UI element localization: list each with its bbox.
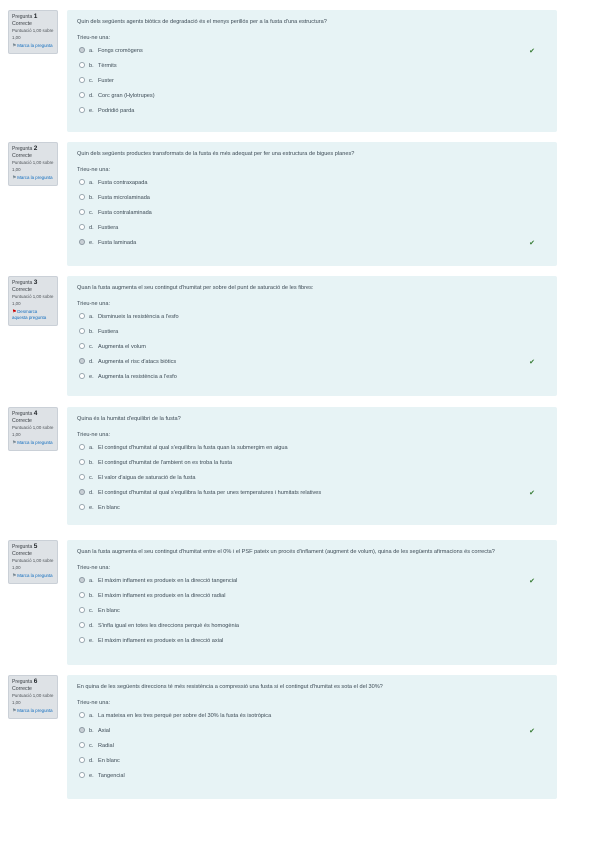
answer-option[interactable] <box>77 604 547 619</box>
correct-check-icon: ✔ <box>529 240 535 247</box>
correct-check-icon: ✔ <box>529 490 535 497</box>
flag-icon: ⚑ <box>12 707 17 714</box>
radio-button[interactable] <box>79 474 85 480</box>
answer-option[interactable] <box>77 754 547 769</box>
question-text: Quan la fusta augmenta el seu contingut d'humitat per sobre del punt de saturació de les fibres: <box>77 285 314 291</box>
option-letter: e. <box>89 638 94 644</box>
answer-option[interactable] <box>77 441 547 456</box>
radio-button[interactable] <box>79 343 85 349</box>
correct-check-icon: ✔ <box>529 578 535 585</box>
option-letter: c. <box>89 344 94 350</box>
radio-button[interactable] <box>79 504 85 510</box>
question-state: Correcte <box>12 551 32 558</box>
question-grade: Puntuació 1,00 sobre 1,00 <box>12 28 54 40</box>
option-label: S'infla igual en totes les direccions perquè és homogènia <box>98 623 239 629</box>
option-label: El contingut d'humitat de l'ambient on es troba la fusta <box>98 460 232 466</box>
answer-option[interactable] <box>77 176 547 191</box>
question-state: Correcte <box>12 21 32 28</box>
option-letter: b. <box>89 460 94 466</box>
question-number: Pregunta 1 <box>12 13 38 20</box>
question-content <box>67 276 557 396</box>
answer-option[interactable] <box>77 104 547 119</box>
option-letter: e. <box>89 773 94 779</box>
option-label: Tangencial <box>98 773 125 779</box>
question-text: Quan la fusta augmenta el seu contingut d'humitat entre el 0% i el PSF pateix un procés d'inflament (augment de volum), quina de les següents afirmacions és correcta? <box>77 549 495 555</box>
answer-option[interactable] <box>77 355 547 370</box>
option-letter: b. <box>89 63 94 69</box>
question-grade: Puntuació 1,00 sobre 1,00 <box>12 558 54 570</box>
radio-button[interactable] <box>79 194 85 200</box>
answer-option[interactable] <box>77 370 547 385</box>
radio-button[interactable] <box>79 47 85 53</box>
option-letter: d. <box>89 359 94 365</box>
option-label: El contingut d'humitat al qual s'equilibra la fusta per unes temperatures i humitats relatives <box>98 490 322 496</box>
radio-button[interactable] <box>79 489 85 495</box>
answer-option[interactable] <box>77 74 547 89</box>
answer-option[interactable] <box>77 59 547 74</box>
radio-button[interactable] <box>79 757 85 763</box>
option-label: Radial <box>98 743 114 749</box>
option-letter: e. <box>89 374 94 380</box>
question-number: Pregunta 3 <box>12 279 38 286</box>
radio-button[interactable] <box>79 239 85 245</box>
flag-question-link[interactable]: ⚑ Marca la pregunta <box>12 439 53 446</box>
question-number: Pregunta 5 <box>12 543 38 550</box>
radio-button[interactable] <box>79 742 85 748</box>
correct-check-icon: ✔ <box>529 728 535 735</box>
option-label: Augmenta la resistència a l'esfo <box>98 374 177 380</box>
correct-check-icon: ✔ <box>529 359 535 366</box>
option-letter: d. <box>89 225 94 231</box>
radio-button[interactable] <box>79 607 85 613</box>
question-text: Quin dels següents productes transformats de la fusta és més adequat per fer una estructura de bigues planes? <box>77 151 355 157</box>
option-label: En blanc <box>98 608 120 614</box>
answer-option[interactable] <box>77 501 547 516</box>
radio-button[interactable] <box>79 637 85 643</box>
option-letter: a. <box>89 180 94 186</box>
question-info <box>8 540 58 584</box>
answer-option[interactable] <box>77 634 547 649</box>
option-label: El valor d'aigua de saturació de la fusta <box>98 475 196 481</box>
answer-option[interactable] <box>77 724 547 739</box>
option-label: Axial <box>98 728 111 734</box>
question-content <box>67 540 557 665</box>
option-label: Fuster <box>98 78 114 84</box>
flag-question-link[interactable]: ⚑ Marca la pregunta <box>12 42 53 49</box>
option-label: La mateixa en les tres perquè per sobre del 30% la fusta és isotròpica <box>98 713 272 719</box>
option-label: El contingut d'humitat al qual s'equilibra la fusta quan la submergim en aigua <box>98 445 288 451</box>
option-label: Fustiera <box>98 225 119 231</box>
question-info <box>8 142 58 186</box>
option-label: Fusta contraxapada <box>98 180 148 186</box>
question-number: Pregunta 6 <box>12 678 38 685</box>
option-label: El màxim inflament es produeix en la direcció axial <box>98 638 224 644</box>
option-letter: b. <box>89 728 94 734</box>
option-label: Fongs cromògens <box>98 48 143 54</box>
answer-option[interactable] <box>77 206 547 221</box>
answer-prompt: Trieu-ne una: <box>77 700 111 706</box>
flag-icon: ⚑ <box>12 42 17 49</box>
question-info <box>8 675 58 719</box>
question-number: Pregunta 4 <box>12 410 38 417</box>
flag-question-link[interactable]: ⚑ Marca la pregunta <box>12 572 53 579</box>
answer-option[interactable] <box>77 310 547 325</box>
flag-icon: ⚑ <box>12 308 17 315</box>
option-label: Augmenta el risc d'atacs biòtics <box>98 359 177 365</box>
question-grade: Puntuació 1,00 sobre 1,00 <box>12 294 54 306</box>
radio-button[interactable] <box>79 358 85 364</box>
answer-option[interactable] <box>77 619 547 634</box>
question-info <box>8 276 58 326</box>
radio-button[interactable] <box>79 444 85 450</box>
option-letter: a. <box>89 445 94 451</box>
option-letter: a. <box>89 713 94 719</box>
radio-button[interactable] <box>79 62 85 68</box>
option-label: Disminueix la resistència a l'esfo <box>98 314 179 320</box>
question-content <box>67 675 557 799</box>
question-text: Quina és la humitat d'equilibri de la fusta? <box>77 416 181 422</box>
question-text: Quin dels següents agents biòtics de degradació és el menys perillós per a la fusta d'una estructura? <box>77 19 327 25</box>
option-letter: d. <box>89 623 94 629</box>
flag-icon: ⚑ <box>12 174 17 181</box>
option-label: Fusta microlaminada <box>98 195 150 201</box>
flag-icon: ⚑ <box>12 439 17 446</box>
correct-check-icon: ✔ <box>529 48 535 55</box>
answer-option[interactable] <box>77 325 547 340</box>
option-letter: d. <box>89 93 94 99</box>
radio-button[interactable] <box>79 772 85 778</box>
answer-option[interactable] <box>77 486 547 501</box>
answer-prompt: Trieu-ne una: <box>77 167 111 173</box>
flag-question-link[interactable]: ⚑ Marca la pregunta <box>12 174 53 181</box>
answer-option[interactable] <box>77 221 547 236</box>
answer-prompt: Trieu-ne una: <box>77 301 111 307</box>
radio-button[interactable] <box>79 313 85 319</box>
option-letter: c. <box>89 608 94 614</box>
question-grade: Puntuació 1,00 sobre 1,00 <box>12 425 54 437</box>
radio-button[interactable] <box>79 577 85 583</box>
answer-prompt: Trieu-ne una: <box>77 432 111 438</box>
option-label: Augmenta el volum <box>98 344 146 350</box>
option-letter: a. <box>89 578 94 584</box>
answer-option[interactable] <box>77 574 547 589</box>
option-label: En blanc <box>98 505 120 511</box>
option-label: Fusta contralaminada <box>98 210 152 216</box>
answer-option[interactable] <box>77 44 547 59</box>
answer-option[interactable] <box>77 709 547 724</box>
radio-button[interactable] <box>79 77 85 83</box>
question-number: Pregunta 2 <box>12 145 38 152</box>
answer-prompt: Trieu-ne una: <box>77 35 111 41</box>
radio-button[interactable] <box>79 92 85 98</box>
question-state: Correcte <box>12 686 32 693</box>
question-state: Correcte <box>12 153 32 160</box>
option-letter: e. <box>89 505 94 511</box>
radio-button[interactable] <box>79 107 85 113</box>
option-letter: c. <box>89 475 94 481</box>
option-label: El màxim inflament es produeix en la direcció tangencial <box>98 578 238 584</box>
answer-option[interactable] <box>77 340 547 355</box>
radio-button[interactable] <box>79 592 85 598</box>
radio-button[interactable] <box>79 459 85 465</box>
option-letter: c. <box>89 210 94 216</box>
option-letter: a. <box>89 314 94 320</box>
flag-question-link[interactable]: ⚑ Desmarca aquesta pregunta <box>12 308 47 321</box>
option-label: En blanc <box>98 758 120 764</box>
answer-option[interactable] <box>77 739 547 754</box>
question-info <box>8 407 58 451</box>
question-state: Correcte <box>12 418 32 425</box>
option-letter: a. <box>89 48 94 54</box>
question-info <box>8 10 58 54</box>
radio-button[interactable] <box>79 328 85 334</box>
question-text: En quina de les següents direccions té més resistència a compressió una fusta si el contingut d'humitat es sota el del 30%? <box>77 684 383 690</box>
answer-option[interactable] <box>77 589 547 604</box>
radio-button[interactable] <box>79 179 85 185</box>
answer-option[interactable] <box>77 236 547 251</box>
answer-option[interactable] <box>77 769 547 784</box>
radio-button[interactable] <box>79 373 85 379</box>
question-content <box>67 407 557 525</box>
answer-option[interactable] <box>77 89 547 104</box>
option-label: Podridió parda <box>98 108 135 114</box>
radio-button[interactable] <box>79 712 85 718</box>
question-grade: Puntuació 1,00 sobre 1,00 <box>12 160 54 172</box>
option-letter: d. <box>89 490 94 496</box>
radio-button[interactable] <box>79 622 85 628</box>
option-label: Tèrmits <box>98 63 117 69</box>
option-letter: b. <box>89 329 94 335</box>
question-content <box>67 142 557 266</box>
question-content <box>67 10 557 132</box>
flag-question-link[interactable]: ⚑ Marca la pregunta <box>12 707 53 714</box>
option-letter: b. <box>89 593 94 599</box>
option-label: Fusta laminada <box>98 240 137 246</box>
option-letter: b. <box>89 195 94 201</box>
question-grade: Puntuació 1,00 sobre 1,00 <box>12 693 54 705</box>
option-letter: c. <box>89 743 94 749</box>
option-letter: c. <box>89 78 94 84</box>
option-letter: e. <box>89 240 94 246</box>
option-label: Corc gran (Hylotrupes) <box>98 93 155 99</box>
radio-button[interactable] <box>79 727 85 733</box>
radio-button[interactable] <box>79 209 85 215</box>
answer-option[interactable] <box>77 471 547 486</box>
question-state: Correcte <box>12 287 32 294</box>
answer-option[interactable] <box>77 456 547 471</box>
flag-icon: ⚑ <box>12 572 17 579</box>
option-letter: d. <box>89 758 94 764</box>
option-label: El màxim inflament es produeix en la direcció radial <box>98 593 226 599</box>
option-letter: e. <box>89 108 94 114</box>
answer-prompt: Trieu-ne una: <box>77 565 111 571</box>
option-label: Fustiera <box>98 329 119 335</box>
radio-button[interactable] <box>79 224 85 230</box>
answer-option[interactable] <box>77 191 547 206</box>
